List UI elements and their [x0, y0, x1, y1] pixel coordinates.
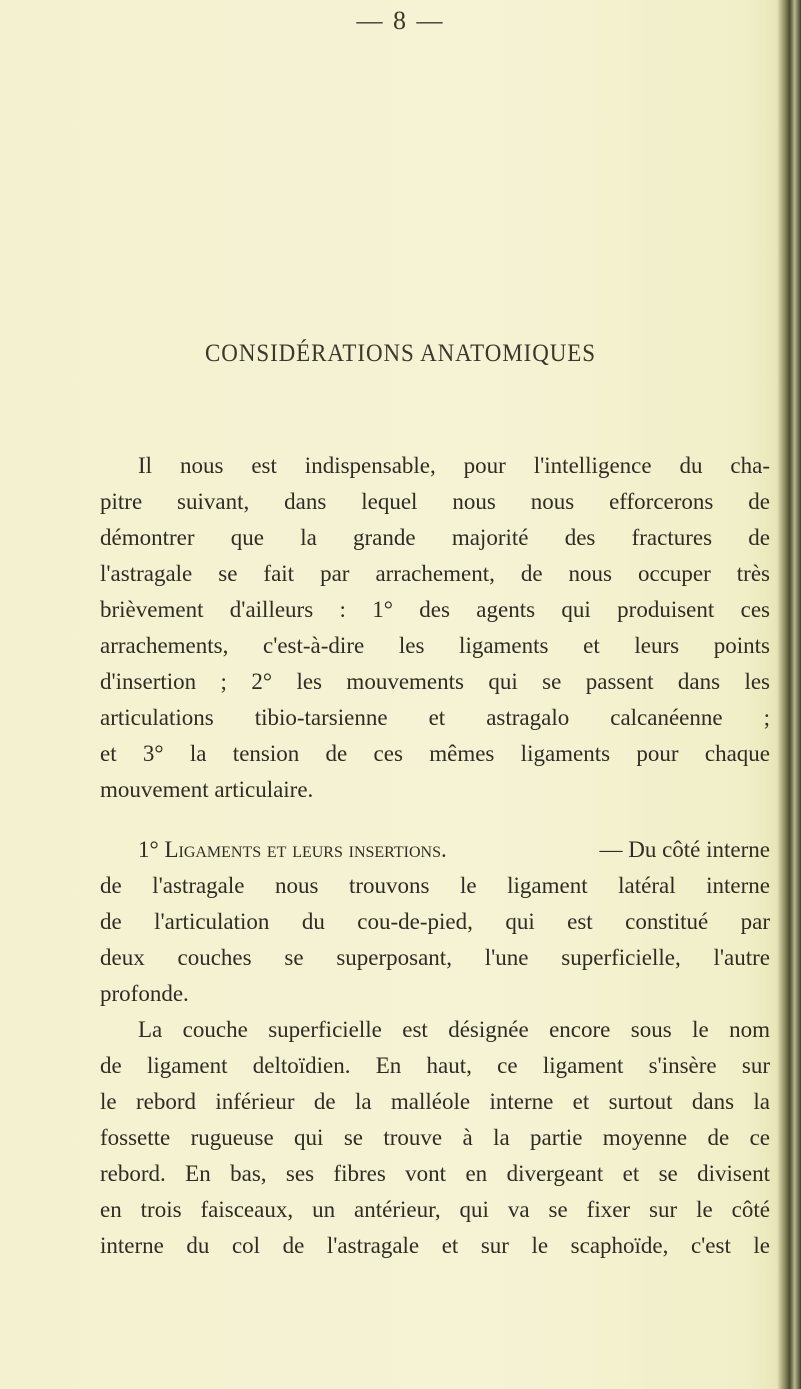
text-line: rebord. En bas, ses fibres vont en divergeant et se divisent: [100, 1161, 770, 1186]
text-span: — Du côté interne: [599, 837, 770, 862]
text-line: pitre suivant, dans lequel nous nous efforcerons de: [100, 489, 770, 514]
text-line: articulations tibio-tarsienne et astragalo calcanéenne ;: [100, 705, 770, 730]
text-line: deux couches se superposant, l'une superficielle, l'autre: [100, 945, 770, 970]
text-line: de ligament deltoïdien. En haut, ce ligament s'insère sur: [100, 1053, 770, 1078]
text-line: en trois faisceaux, un antérieur, qui va se fixer sur le côté: [100, 1197, 770, 1222]
text-line: et 3° la tension de ces mêmes ligaments pour chaque: [100, 741, 770, 766]
text-line: interne du col de l'astragale et sur le scaphoïde, c'est le: [100, 1233, 770, 1258]
text-line: mouvement articulaire.: [100, 777, 314, 802]
section-heading: 1° Ligaments et leurs insertions.: [138, 837, 447, 862]
text-line: profonde.: [100, 981, 189, 1006]
text-line: La couche superficielle est désignée encore sous le nom: [138, 1017, 770, 1042]
text-line: démontrer que la grande majorité des fractures de: [100, 525, 770, 550]
text-line: fossette rugueuse qui se trouve à la partie moyenne de ce: [100, 1125, 770, 1150]
text-line: l'astragale se fait par arrachement, de nous occuper très: [100, 561, 770, 586]
text-line: de l'articulation du cou-de-pied, qui est constitué par: [100, 909, 770, 934]
text-line: arrachements, c'est-à-dire les ligaments et leurs points: [100, 633, 770, 658]
text-line: [138, 836, 770, 864]
page-number: — 8 —: [356, 6, 445, 35]
chapter-title: CONSIDÉRATIONS ANATOMIQUES: [205, 340, 596, 367]
text-line: Il nous est indispensable, pour l'intelligence du cha-: [138, 453, 770, 478]
text-line: de l'astragale nous trouvons le ligament latéral interne: [100, 873, 770, 898]
text-line: d'insertion ; 2° les mouvements qui se passent dans les: [100, 669, 770, 694]
text-line: le rebord inférieur de la malléole interne et surtout dans la: [100, 1089, 770, 1114]
text-line: brièvement d'ailleurs : 1° des agents qui produisent ces: [100, 597, 770, 622]
